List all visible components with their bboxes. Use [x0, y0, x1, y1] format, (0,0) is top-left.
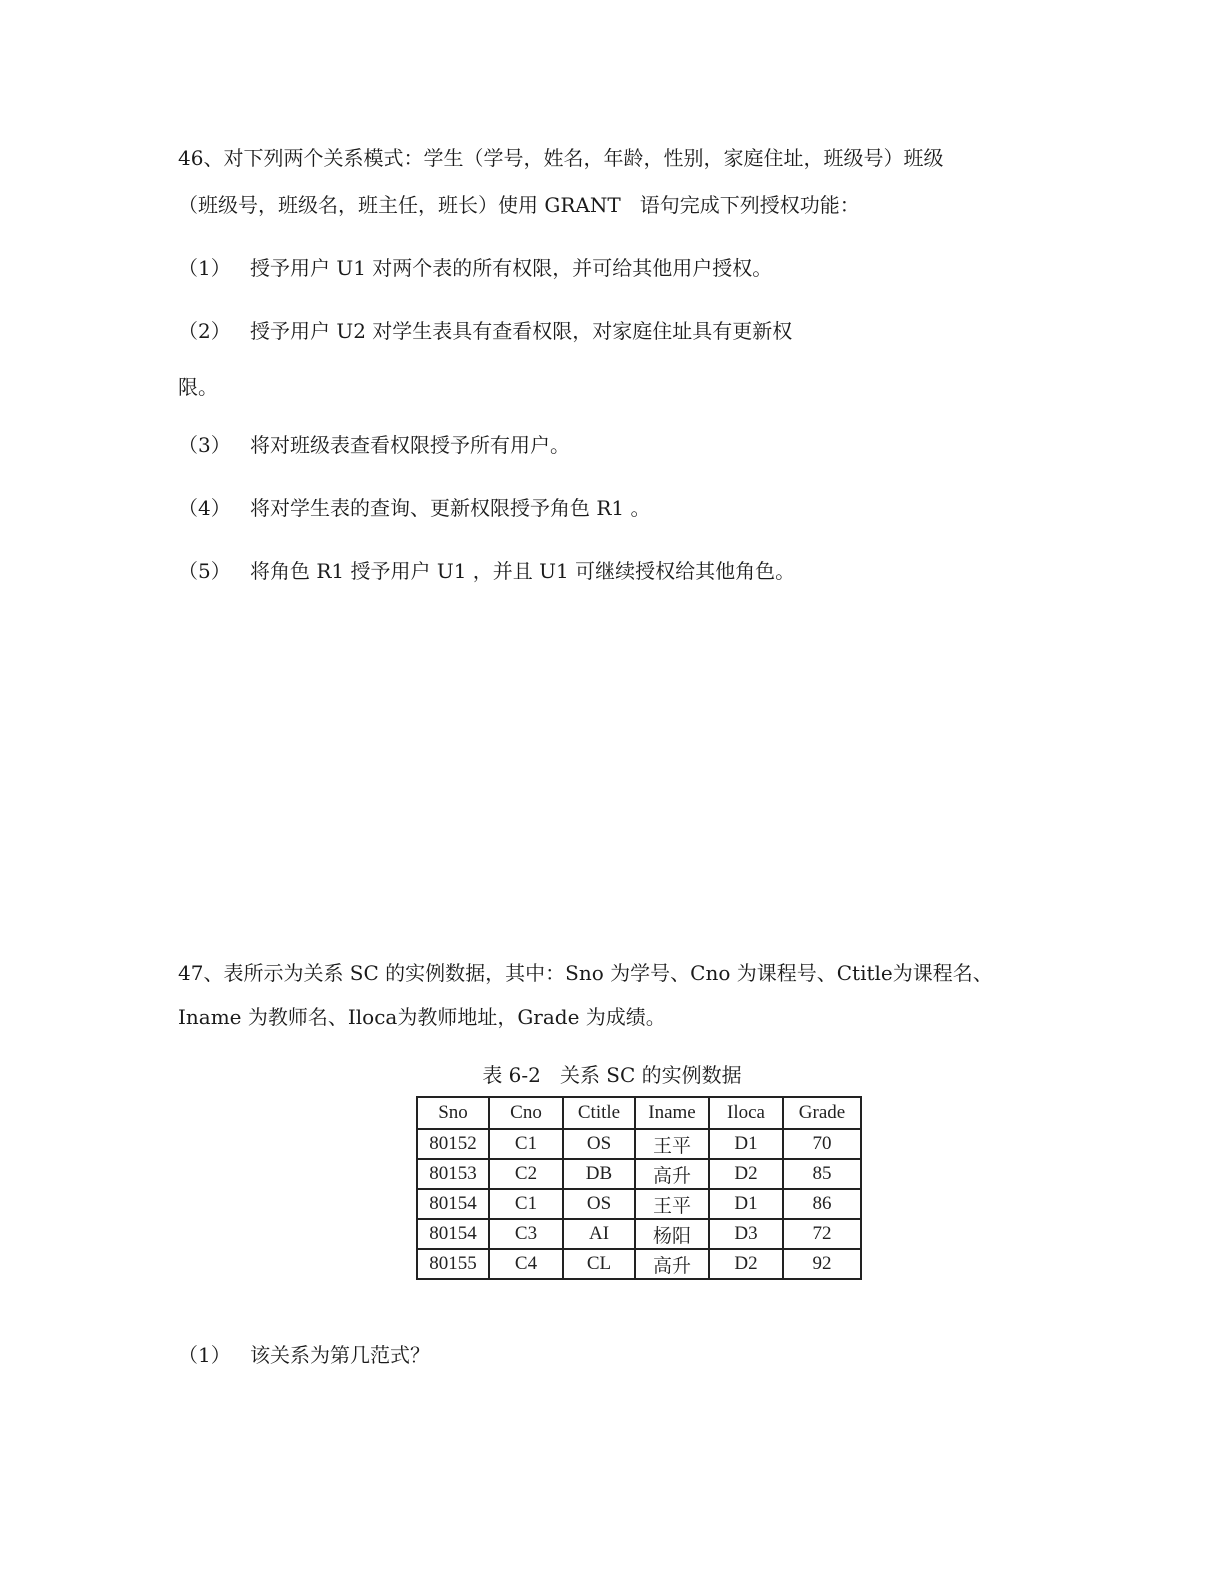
q46-line-2: （班级号，班级名，班主任，班长）使用 GRANT 语句完成下列授权功能：: [178, 193, 860, 217]
table-row: [417, 1189, 861, 1219]
q46-item-3-text: 将对班级表查看权限授予所有用户。: [250, 433, 570, 457]
cell-iloca: D3: [709, 1219, 783, 1249]
cell-iloca: D2: [709, 1159, 783, 1189]
cell-sno: 80154: [417, 1219, 489, 1249]
cell-cno: C1: [489, 1189, 563, 1219]
column-header-iname: Iname: [635, 1097, 709, 1129]
q47-sub-question-1: [178, 1341, 430, 1369]
table-row: [417, 1219, 861, 1249]
table-row: [417, 1159, 861, 1189]
q47-sub-question-1-number: （1）: [178, 1343, 231, 1367]
cell-ctitle: CL: [563, 1249, 635, 1279]
cell-iloca: D1: [709, 1189, 783, 1219]
cell-iname: 王平: [635, 1189, 709, 1219]
table-row: [417, 1249, 861, 1279]
cell-grade: 72: [783, 1219, 861, 1249]
cell-iloca: D2: [709, 1249, 783, 1279]
q46-item-1-text: 授予用户 U1 对两个表的所有权限，并可给其他用户授权。: [250, 256, 773, 280]
q46-item-4: [178, 494, 651, 522]
cell-cno: C1: [489, 1129, 563, 1159]
q46-item-2: [178, 317, 792, 345]
table-header-row: [417, 1097, 861, 1129]
cell-iloca: D1: [709, 1129, 783, 1159]
cell-sno: 80155: [417, 1249, 489, 1279]
cell-cno: C2: [489, 1159, 563, 1189]
cell-cno: C3: [489, 1219, 563, 1249]
q46-item-5-number: （5）: [178, 559, 231, 583]
q46-item-3: [178, 431, 570, 459]
table-caption: 表 6-2 关系 SC 的实例数据: [482, 1063, 742, 1087]
cell-ctitle: OS: [563, 1129, 635, 1159]
column-header-ctitle: Ctitle: [563, 1097, 635, 1129]
q46-item-2-continuation: 限。: [178, 375, 218, 399]
q47-line-2: Iname 为教师名、Iloca为教师地址，Grade 为成绩。: [178, 1005, 666, 1029]
cell-grade: 92: [783, 1249, 861, 1279]
q46-item-4-number: （4）: [178, 496, 231, 520]
cell-cno: C4: [489, 1249, 563, 1279]
q46-item-1-number: （1）: [178, 256, 231, 280]
q47-line-1: 47、表所示为关系 SC 的实例数据，其中：Sno 为学号、Cno 为课程号、Ctitle为课程名、: [178, 961, 993, 985]
cell-sno: 80154: [417, 1189, 489, 1219]
cell-ctitle: OS: [563, 1189, 635, 1219]
q46-item-2-text: 授予用户 U2 对学生表具有查看权限，对家庭住址具有更新权: [250, 319, 793, 343]
cell-iname: 王平: [635, 1129, 709, 1159]
cell-sno: 80153: [417, 1159, 489, 1189]
column-header-grade: Grade: [783, 1097, 861, 1129]
q46-item-5: [178, 557, 795, 585]
column-header-cno: Cno: [489, 1097, 563, 1129]
q46-line-1: 46、对下列两个关系模式：学生（学号，姓名，年龄，性别，家庭住址，班级号）班级: [178, 146, 944, 170]
column-header-iloca: Iloca: [709, 1097, 783, 1129]
q46-item-3-number: （3）: [178, 433, 231, 457]
cell-grade: 86: [783, 1189, 861, 1219]
cell-iname: 高升: [635, 1159, 709, 1189]
cell-iname: 杨阳: [635, 1219, 709, 1249]
q46-item-5-text: 将角色 R1 授予用户 U1 ，并且 U1 可继续授权给其他角色。: [250, 559, 796, 583]
q46-item-1: [178, 254, 772, 282]
cell-ctitle: DB: [563, 1159, 635, 1189]
cell-grade: 70: [783, 1129, 861, 1159]
q46-item-2-number: （2）: [178, 319, 231, 343]
cell-ctitle: AI: [563, 1219, 635, 1249]
sc-relation-table: [416, 1096, 862, 1280]
table-row: [417, 1129, 861, 1159]
q46-item-4-text: 将对学生表的查询、更新权限授予角色 R1 。: [250, 496, 651, 520]
cell-iname: 高升: [635, 1249, 709, 1279]
cell-sno: 80152: [417, 1129, 489, 1159]
cell-grade: 85: [783, 1159, 861, 1189]
q47-sub-question-1-text: 该关系为第几范式？: [250, 1343, 430, 1367]
column-header-sno: Sno: [417, 1097, 489, 1129]
